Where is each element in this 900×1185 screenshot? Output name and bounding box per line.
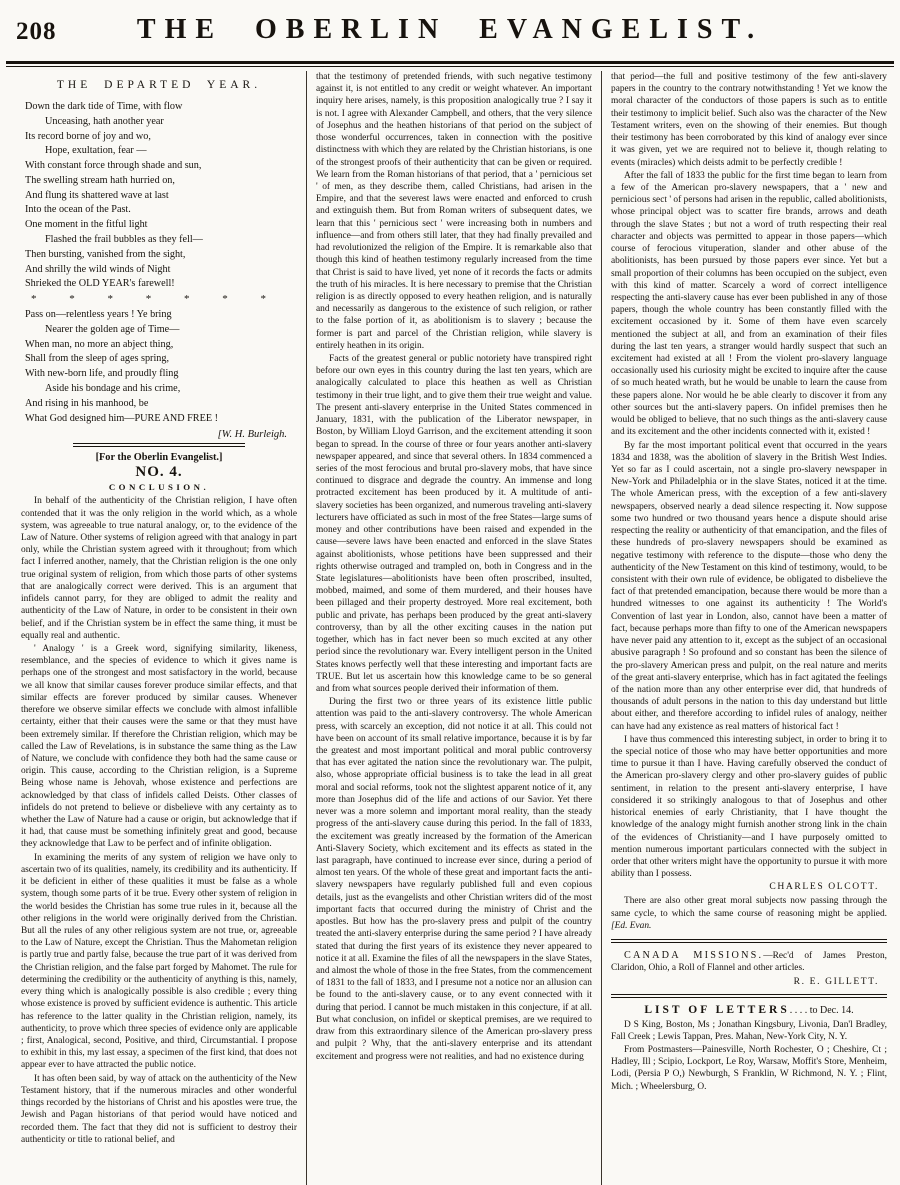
canada-missions-lead: CANADA MISSIONS. (624, 950, 764, 962)
letters-heading-date: . . . . to Dec. 14. (789, 1004, 854, 1016)
poem-line: What God designed him—PURE AND FREE ! (25, 412, 218, 424)
essay-paragraph: After the fall of 1833 the public for the first time began to learn from a few of the American pro-slavery newspapers, that a ' new and pernicious sect ' of persons had arisen in the republic, called abolitionists, whose principal object was to scatter fire brands, arrows and death through the slave States ; but not a word of truth respecting their real character and objects was permitted to appear in those papers—which course of ferocious vituperation, slander and other abuse of the abolitionists, has been pursued by those papers ever since. Yet but a small proportion of their columns has been occupied on the subject, even with this kind of matter. Scarcely a word of correct intelligence respecting the anti-slavery cause has ever been published in any of those papers, though the whole country has been constantly filled with the excitement occasioned by it. Some of them have even scarcely mentioned the subject at all, and from an examination of their files during the last ten years, a stranger would hardly suspect that such an excitement had existed at all ! From the violent pro-slavery language occasionally used his curiosity might be excited to inquire after the cause of so much heated wrath, but he would be unable to learn the cause from these papers alone. Nor would he be able clearly to discover it from any other sources but the anti-slavery papers. On infidel premises then he would be obliged to believe, that no such things as the anti-slavery cause and its excitement and the other incidents connected with it, existed ! (611, 170, 887, 438)
letters-heading-main: LIST OF LETTERS (644, 1003, 790, 1016)
poem-stanza-break: * * * * * * * (31, 293, 266, 306)
editor-note-tag: [Ed. Evan. (611, 920, 652, 931)
essay-paragraph: that period—the full and positive testimony of the few anti-slavery papers in the country to the contrary notwithstanding ! Yet we know the moral character of the conductors of those papers is such as to entitle their testimony to implicit belief. Such also was the character of the New Testament writers, even on the showing of their enemies. But though their testimony has been corroborated by this kind of analogy ever since it was given, yet we are required not to believe it, though relating to events (miracles) which deists admit to be perfectly credible ! (611, 72, 887, 168)
column-1 (12, 71, 306, 1185)
column-3 (601, 71, 896, 1185)
canada-missions-signature: R. E. GILLETT. (793, 975, 879, 987)
essay-paragraph: It has often been said, by way of attack on the authenticity of the New Testament history, that if the numerous miracles and other wonderful things recorded by the historians of Christ and his apostles were true, the Jewish and Pagan historians of that period would have noticed and recorded them. The fact that they did not is sufficient to destroy their authenticity or title to rational belief, and (21, 1073, 297, 1145)
essay-paragraph: I have thus commenced this interesting subject, in order to bring it to the special notice of those who may have better opportunities and more time to pursue it than I have. Having carefully observed the conduct of the American pro-slavery clergy and other pro-slavery guides of public sentiment, in relation to the present anti-slavery enterprise, I have considered it so strikingly analogous to that of Josephus and other historical enemies of early Christianity, that I have thought the knowledge of the analogy might furnish another strong link in the chain of the evidences of Christianity—and I have purposely omitted to mention numerous important particulars connected with the subject in order that other writers might have the opportunity to pursue it with more ability than I possess. (611, 734, 887, 880)
essay-dateline: [For the Oberlin Evangelist.] (95, 452, 223, 464)
column-layout (0, 67, 900, 1185)
poem-line: One moment in the fitful light (25, 219, 148, 231)
essay-paragraph: In examining the merits of any system of religion we have only to ascertain two of its qualities, namely, its credibility and its authenticity. If it be deficient in either of these qualities it must be false as a whole system, though some parts of it be true. Every other system of religion in the world besides the Christian has some true rules in it, because all the other religions in the world were originally derived from the Christian. But all the rules of any other religious system are not true, or, agreeable to the Law of Nature, except the Christian. Thus the Mahometan religion is partly true and partly false, because the true part of it was derived from the Christian religion, and the false part forged by Mahomet. The rule for determining the credibility or the authenticity of anything is this, namely, every thing which is analogically possible is also credible ; every thing whose existence is proved by sufficient evidence is authentic. This article has reference to the latter quality in the Christian religion, namely, its authenticity, to prove which three species of evidence only are applicable ; first, Analogical, second, Positive, and third, Circumstantial. I propose to exhibit in this, my last essay, a specimen of the first kind, that does not appear ever to have attracted the public notice. (21, 852, 297, 1071)
editor-note-text: There are also other great moral subjects now passing through the same cycle, to which the same course of reasoning might be applied. (611, 896, 887, 919)
poem-line: And rising in his manhood, be (25, 397, 149, 409)
poem-line: The swelling stream hath hurried on, (25, 174, 175, 186)
poem (21, 100, 297, 426)
poem-line: Shall from the sleep of ages spring, (25, 353, 170, 365)
poem-line: With new-born life, and proudly fling (25, 368, 179, 380)
letters-paragraph: From Postmasters—Painesville, North Rochester, O ; Cheshire, Ct ; Hadley, Ill ; Scipio, Lockport, Le Roy, Warsaw, Moffit's Store, Menheim, Lodi, (Persia P O,) Newburgh, S Franklin, W Richmond, N. Y. ; Flint, Mich. ; Wheelersburg, O. (611, 1045, 887, 1092)
poem-line: Nearer the golden age of Time— (45, 323, 180, 335)
essay-number: NO. 4. (135, 464, 183, 481)
section-divider (611, 939, 887, 943)
essay-paragraph: Facts of the greatest general or public notoriety have transpired right before our own eyes in this country during the last ten years, which are analogically calculated to place this heathen as well as Christian testimony in their true light, and to give them their true weight and value. The present anti-slavery enterprise in the United States commenced in January, 1831, with the publication of the Liberator newspaper, in Boston, by William Lloyd Garrison, and the excitement attending it soon began to spread. In the course of three or four years another anti-slavery newspaper appeared, and since that several others. In 1834 commenced a series of the most ferocious and brutal pro-slavery mobs, that have since continued to disgrace and degrade the country. An immense and long protracted excitement has been produced by it. A multitude of anti-slavery societies has been organized, and numerous traveling anti-slavery lecturers have officiated as such in most of the free States—large sums of money and other contributions have been raised and expended in the cause—severe laws have been enacted and enforced in the slave States against abolitionists, whose petitions have been suppressed and their rights otherwise outraged and trampled on, both in Congress and in the State legislatures—abolitionists have been often proscribed, insulted, mobbed, maimed, and some of them murdered, and their houses have been pillaged and their property destroyed. More real excitement, both public and private, has perhaps been produced by the great anti-slavery controversy, than by all the other exciting causes in the nation put together, which has in fact never been so much excited at any other period since the revolutionary war. Every intelligent person in the United States knows perfectly well that these interesting and important facts are TRUE. But let us ascertain how this knowledge came to be so general and from what sources people derived their information of them. (316, 354, 592, 694)
poem-attribution: [W. H. Burleigh. (217, 429, 287, 441)
poem-line: With constant force through shade and sun, (25, 160, 202, 172)
essay-signature: CHARLES OLCOTT. (769, 881, 879, 893)
poem-line: Unceasing, hath another year (45, 115, 164, 127)
poem-line: Flashed the frail bubbles as they fell— (45, 234, 203, 246)
poem-line: Hope, exultation, fear — (45, 145, 147, 157)
essay-section-heading: CONCLUSION. (108, 482, 210, 493)
poem-title: THE DEPARTED YEAR. (56, 79, 262, 91)
letters-heading (611, 1004, 887, 1016)
poem-line: Into the ocean of the Past. (25, 204, 131, 216)
masthead-title: THE OBERLIN EVANGELIST. (136, 14, 764, 45)
canada-missions-text: —Rec'd of James Preston, Claridon, Ohio, a Roll of Flannel and other articles. (611, 951, 887, 974)
essay-paragraph: In behalf of the authenticity of the Christian religion, I have often contended that it was the only religion in the world which, as a whole system, was agreeable to true natural analogy, or, to the evidence of the Law of Nature. Other systems of religion agreed with that analogy in part only, while the Christian system agreed with it throughout; from which fact I inferred another, namely, that the Christian religion is the one only true original system of religion, from which those parts of other systems that are analogically correct were derived. This is an argument that infidels cannot parry, for they are obliged to admit the reality and authenticity of the Law of Nature, in order to be consistent in their own belief, and if the Christian system be in effect the same thing, it must be equally real and authentic. (21, 496, 297, 641)
section-divider (611, 994, 887, 998)
canada-missions-item (611, 949, 887, 974)
page-number: 208 (16, 18, 57, 45)
poem-line: And flung its shattered wave at last (25, 189, 169, 201)
article-divider (73, 443, 244, 447)
letters-paragraph: D S King, Boston, Ms ; Jonathan Kingsbury, Livonia, Dan'l Bradley, Fall Creek ; Lewis Tappan, Pres. Mahan, New-York City, N. Y. (611, 1019, 887, 1042)
column-2 (306, 71, 601, 1185)
essay-paragraph: ' Analogy ' is a Greek word, signifying similarity, likeness, resemblance, and the species of evidence to which it gives name is perhaps one of the strongest and most satisfactory in the world, because we all know that similar causes forever produce similar effects, and that similar effects are forever produced by similar causes. Whenever therefore we observe similar effects we conclude with almost infallible certainty, either that their causes were the same or that they must have been extremely similar. If therefore the Christian religion, which may be called the Law of Revelations, is in substance the same thing as the Law of Nature, we conclude with confidence they both had the same cause or origin. This cause, according to the Christian religion, is a Supreme Being whose name is Jehovah, whose existence and perfections are acknowledged by that class of infidels called Deists. Other classes of infidels do not pretend to believe or disbelieve with any certainty as to whether the Law of Nature had a cause or origin, but acknowledge that if it had, that cause must be something infinitely great and good, because they acknowledge that Law to be perfect and of infinite obligation. (21, 643, 297, 850)
poem-line: Down the dark tide of Time, with flow (25, 101, 183, 112)
essay-paragraph: By far the most important political event that occurred in the years 1834 and 1838, was the abolition of slavery in the British West Indies. Yet so far as I could ascertain, not a single pro-slavery newspaper in New-York and Philadelphia or in the slave States, noticed it at the time. The whole American press, with the exception of a few anti-slavery newspapers, observed nearly a dead silence respecting it. Now suppose some two hundred or two thousand years hence a dispute should arise respecting the reality or authenticity of that emancipation, and the files of these hundreds of pro-slavery newspapers should be examined as negative testimony with reference to the dispute—those who deny the authenticity of the New Testament on this kind of testimony, would, to be consistent with their own rule of evidence, be obligated to disbelieve the fact of that pretended emancipation, because there would be more than a hundred witnesses to one against its authenticity ! The World's Convention of last year in London, also, cannot have been a matter of fact, because perhaps more than fifty to one of the American newspapers have never paid any attention to it, except as the subject of an occasional abusive paragraph ! So profound and so constant has been the silence of the pro-slavery American press and pulpit, on the real nature and merits of the great anti-slavery enterprise, which has in fact agitated the feelings of the nation more than any other enterprise ever did, that hundreds of thousands of adult persons in the nation to this day understand but little about either, and therefore according to infidel rules of analogy, neither can have had any existence as real matters of historical fact ! (611, 440, 887, 732)
page-header (0, 0, 900, 58)
poem-line: Shrieked the OLD YEAR's farewell! (25, 278, 175, 290)
essay-paragraph: that the testimony of pretended friends, with such negative testimony against it, is not entitled to any credit or weight whatever. An important inquiry here arises, namely, is this proposition analogically true ? I say it is not. I agree with Alexander Campbell, and others, that the very silence of Josephus and the heathen historians of that period on the subject of those wonderful occurrences, taken in connection with the positive distinctness with which they are related by the Christian historians, is one of the strongest proofs of their authenticity that can be given or required. We learn from the Roman historians of that period, that a ' pernicious set ' of men, as they describe them, called Christians, had arisen in the Empire, and that the severest laws were enacted and enforced to crush and extinguish them. But from Roman writers of subsequent dates, we learn that this ' pernicious sect ' were increasing both in numbers and influence—and from others still later, that they had finally prevailed and had revolutionized the religion of the Empire. It is remarkable also that though this kind of heathen testimony regularly increased from the time that Christ is said to have lived, yet none of it records the facts or admits the truth of his miracles. It is here necessary to premise that the Christian religion is as directly opposed to every heathen religion, and is naturally and necessarily as dangerous to the existence of such religion, or rather to the false portion of it, as abolitionism is to slavery ; because the former is part and parcel of the Christian religion, while slavery is entirely heathen in its origin. (316, 72, 592, 351)
essay-paragraph: During the first two or three years of its existence little public attention was paid to the anti-slavery controversy. The whole American press, with scarcely an exception, did not notice it at all. This could not have been on account of its small relative importance, because it is by far the greatest and most important political and moral public controversy that has ever agitated the nation since the revolutionary war. The pulpit, also, whose appropriate official business is to take the lead in all great moral and social reforms, took not the slightest apparent notice of it, any more than Josephus did of the life and actions of our Savior. Yet there never was a more solemn and important moral reality, than the steady progress of the anti-slavery cause during this period. In the fall of 1833, the excitement was greatly increased by the formation of the American Anti-Slavery Society, which excitement and its effects as stated in the last paragraph, have continued to increase ever since, during a period of almost ten years. Of the whole of these great and important facts the anti-slavery newspapers have regularly published full and even copious details, just as the evangelists and other Christian writers did of the most important facts that occurred during the ministry of Christ and the apostles. But how has the pro-slavery press and pulpit of the country treated the anti-slavery enterprise during the same period ? I have already stated that during the first years of its existence they never appeared to notice it at all. Examine the files of all the newspapers in the slave States, and almost the whole of those in the free States, from the commencement of 1831 to the fall of 1833, and I presume not a notice nor an allusion can be found to the anti-slavery cause, or to any event connected with it during that period. I cannot be much mistaken in this conjecture, if at all. But what conclusion, on infidel or skeptical premises, are we required to draw from this extraordinary silence of the American pro-slavery press and pulpit ? Why, that the anti-slavery enterprise and its attendant excitement and progress were not realities, and had no existence during (316, 697, 592, 1062)
poem-line: Pass on—relentless years ! Ye bring (25, 309, 172, 321)
poem-line: When man, no more an abject thing, (25, 338, 174, 350)
editor-note (611, 895, 887, 932)
poem-line: Then bursting, vanished from the sight, (25, 248, 186, 260)
poem-line: Its record borne of joy and wo, (25, 130, 151, 142)
poem-line: And shrilly the wild winds of Night (25, 263, 171, 275)
poem-line: Aside his bondage and his crime, (45, 383, 181, 394)
